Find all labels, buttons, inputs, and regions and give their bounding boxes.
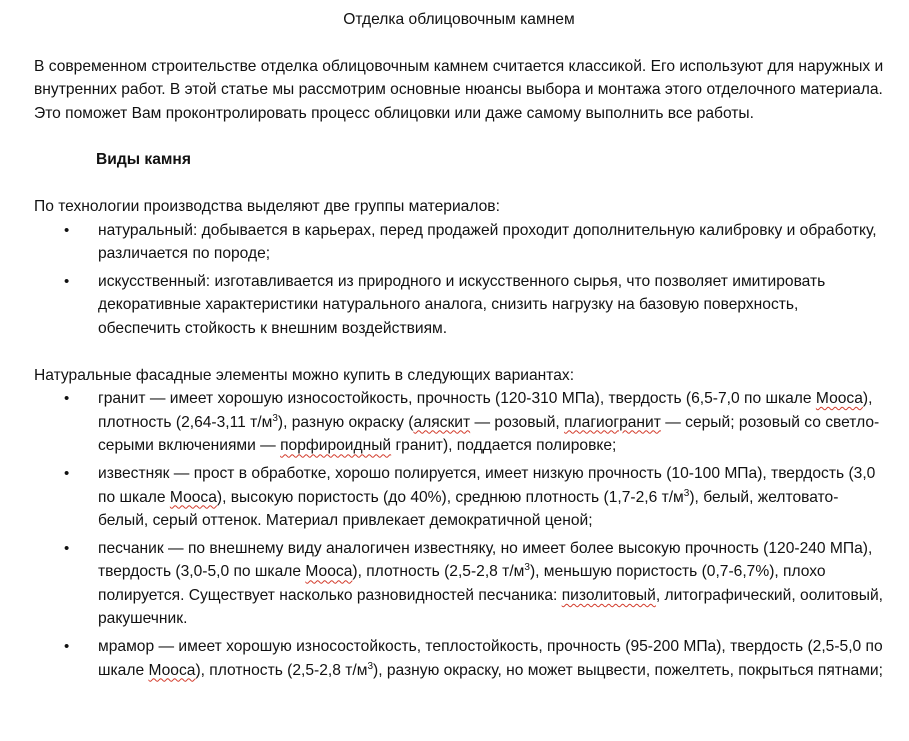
list-item-limestone	[34, 462, 884, 533]
spellcheck-word[interactable]: плагиогранит	[564, 413, 661, 431]
bullet-icon: •	[64, 390, 70, 408]
groups-lead: По технологии производства выделяют две группы материалов:	[34, 197, 500, 215]
spellcheck-word[interactable]: Мооса	[169, 488, 217, 506]
spellcheck-word[interactable]: Мооса	[148, 661, 196, 679]
list-item-sandstone	[34, 537, 884, 631]
spellcheck-word[interactable]: Мооса	[305, 563, 353, 581]
bullet-icon: •	[64, 221, 70, 239]
list-item-text: искусственный: изготавливается из природного и искусственного сырья, что позволяет имитировать декоративные характеристики натурального аналога, снизить нагрузку на базовую поверхность, обеспечить стойкость к внешним воздействиям.	[98, 272, 826, 337]
bullet-icon: •	[64, 539, 70, 557]
list-item-text: гранит — имеет хорошую износостойкость, прочность (120-310 МПа), твердость (6,5-7,0 по шкале Мооса), плотность (2,64-3,11 $т/м^3$), разную окраску (аляскит — розовый, плагиогранит — серый; розовый со светло-серыми включениями — порфироидный гранит), поддается полировке;	[98, 390, 880, 455]
section-heading: Виды камня	[96, 151, 191, 169]
spellcheck-word[interactable]: Мооса	[815, 390, 863, 408]
list-item-text: мрамор — имеет хорошую износостойкость, теплостойкость, прочность (95-200 МПа), твердость (2,5-5,0 по шкале Мооса), плотность (2,5-2,8 $т/м^3$), разную окраску, но может выцвести, пожелтеть, покрыться пятнами;	[98, 638, 883, 679]
bullet-icon: •	[64, 638, 70, 656]
spellcheck-word[interactable]: порфироидный	[280, 437, 392, 455]
groups-list	[34, 219, 884, 341]
spellcheck-word[interactable]: пизолитовый	[561, 586, 656, 604]
list-item-granite	[34, 387, 884, 458]
intro-paragraph: В современном строительстве отделка облицовочным камнем считается классикой. Его используют для наружных и внутренних работ. В этой статье мы рассмотрим основные нюансы выбора и монтажа этого отделочного материала. Это поможет Вам проконтролировать процесс облицовки или даже самому выполнить все работы.	[34, 57, 884, 122]
list-item-text: натуральный: добывается в карьерах, перед продажей проходит дополнительную калибровку и обработку, различается по породе;	[98, 221, 877, 263]
list-item-text: известняк — прост в обработке, хорошо полируется, имеет низкую прочность (10-100 МПа), твердость (3,0 по шкале Мооса), высокую пористость (до 40%), среднюю плотность (1,7-2,6 $т/м^3$), белый, желтовато-белый, серый оттенок. Материал привлекает демократичной ценой;	[98, 464, 876, 530]
list-item-text: песчаник — по внешнему виду аналогичен известняку, но имеет более высокую прочность (120-240 МПа), твердость (3,0-5,0 по шкале Мооса), плотность (2,5-2,8 $т/м^3$), меньшую пористость (0,7-6,7%), плохо полируется. Существует насколько разновидностей песчаника: пизолитовый, литографический, оолитовый, ракушечник.	[98, 539, 884, 628]
spellcheck-word[interactable]: аляскит	[413, 413, 471, 431]
bullet-icon: •	[64, 464, 70, 482]
list-item-artificial	[34, 270, 884, 341]
list-item-marble	[34, 635, 884, 682]
document-page	[34, 8, 884, 705]
list-item-natural	[34, 219, 884, 266]
document-title: Отделка облицовочным камнем	[343, 11, 575, 28]
bullet-icon: •	[64, 272, 70, 290]
natural-lead: Натуральные фасадные элементы можно купить в следующих вариантах:	[34, 366, 575, 384]
stones-list	[34, 387, 884, 682]
